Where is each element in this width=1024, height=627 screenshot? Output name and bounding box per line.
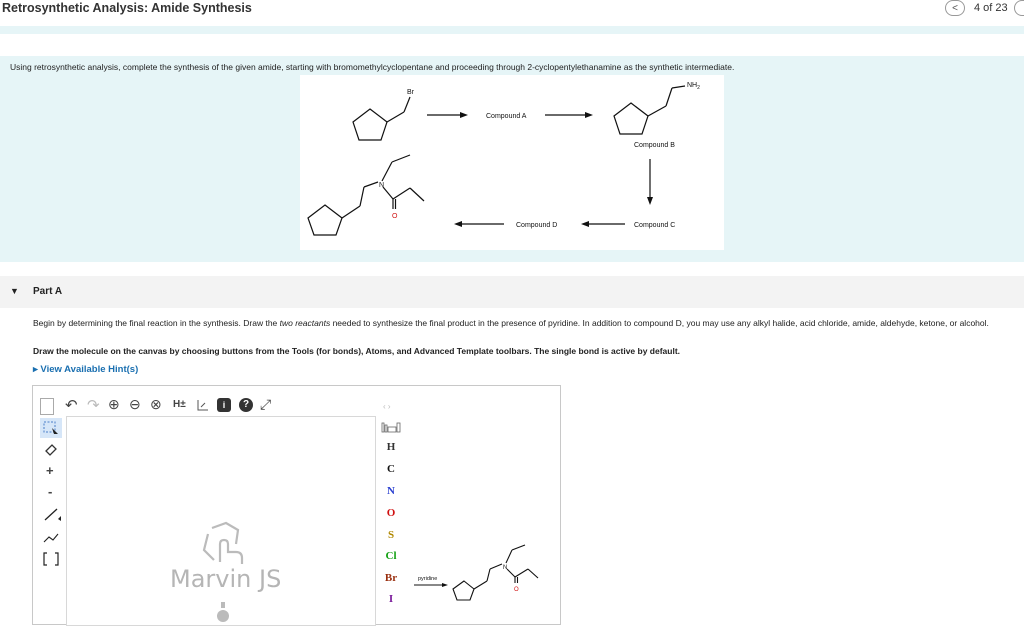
instructions-text: Begin by determining the final reaction in the synthesis. Draw the bbox=[33, 318, 280, 328]
redo-icon[interactable]: ↷ bbox=[87, 397, 100, 414]
previous-button[interactable] bbox=[945, 0, 965, 16]
eraser-icon[interactable] bbox=[44, 442, 58, 456]
selection-tool-icon[interactable] bbox=[40, 418, 62, 438]
help-icon[interactable]: ? bbox=[239, 398, 253, 412]
cyclopentylethanamine-structure bbox=[614, 86, 685, 134]
chain-tool-icon[interactable] bbox=[42, 528, 62, 546]
drawing-instructions: Draw the molecule on the canvas by choosing buttons from the Tools (for bonds), Atoms, and Advanced Template toolbars. The single bond is active by default. bbox=[33, 346, 681, 356]
increase-charge-button[interactable]: + bbox=[46, 463, 54, 478]
instructions-text: needed to synthesize the final product in the presence of pyridine. In addition to compound D, you may use any alkyl halide, acid chloride, amide, aldehyde, ketone, or alcohol. bbox=[330, 318, 989, 328]
hydrogen-toggle-button[interactable]: H± bbox=[173, 399, 186, 410]
arrow-head bbox=[460, 112, 468, 118]
header-band bbox=[0, 26, 1024, 34]
n-label: N bbox=[379, 182, 385, 189]
nh2-label: $NH_2$ bbox=[687, 82, 700, 91]
zoom-out-icon[interactable]: ⊖ bbox=[129, 396, 141, 412]
bracket-tool-icon[interactable] bbox=[42, 550, 62, 568]
decrease-charge-button[interactable]: - bbox=[48, 484, 53, 499]
arrow-head bbox=[454, 221, 462, 227]
instructions-emphasis: two reactants bbox=[279, 318, 331, 328]
atom-c-button[interactable]: C bbox=[387, 463, 395, 475]
view-hints-link[interactable]: ▸ View Available Hint(s) bbox=[33, 364, 139, 375]
arrow-head bbox=[647, 197, 653, 205]
marvin-logo-icon bbox=[198, 520, 248, 568]
arrow-head bbox=[581, 221, 589, 227]
o-label: O bbox=[392, 213, 398, 220]
compound-c-label: Compound C bbox=[634, 222, 676, 229]
scroll-arrows-icon[interactable]: ‹ › bbox=[383, 402, 391, 411]
atom-s-button[interactable]: S bbox=[387, 529, 395, 541]
arrow-head bbox=[585, 112, 593, 118]
atom-o-button[interactable]: O bbox=[386, 507, 396, 519]
atom-i-button[interactable]: I bbox=[388, 593, 394, 605]
marvin-brand-text: Marvin JS bbox=[170, 565, 282, 593]
fullscreen-icon[interactable]: ⤢ bbox=[260, 396, 272, 412]
clean-2d-icon[interactable] bbox=[196, 398, 210, 412]
single-bond-icon[interactable] bbox=[42, 505, 62, 523]
bromomethylcyclopentane-structure bbox=[353, 97, 410, 140]
amide-product-structure bbox=[308, 155, 424, 235]
target-reaction bbox=[410, 540, 560, 620]
pyridine-label: pyridine bbox=[418, 576, 438, 582]
reaction-scheme bbox=[300, 75, 724, 250]
atom-br-button[interactable]: Br bbox=[384, 572, 398, 584]
part-a-label: Part A bbox=[33, 286, 63, 297]
arrow-head bbox=[442, 583, 448, 587]
next-button[interactable] bbox=[1014, 0, 1024, 16]
atom-cl-button[interactable]: Cl bbox=[385, 550, 397, 562]
o-label: O bbox=[514, 587, 519, 593]
zoom-reset-icon[interactable]: ⊗ bbox=[150, 396, 162, 412]
n-label: N bbox=[503, 565, 508, 571]
zoom-in-icon[interactable]: ⊕ bbox=[108, 396, 120, 412]
part-a-header[interactable] bbox=[0, 276, 1024, 308]
amide-product-structure bbox=[453, 545, 538, 600]
part-a-instructions bbox=[33, 318, 1013, 328]
atom-n-button[interactable]: N bbox=[387, 485, 395, 497]
compound-d-label: Compound D bbox=[516, 222, 558, 229]
compound-a-label: Compound A bbox=[486, 113, 527, 120]
chevron-left-icon: < bbox=[952, 3, 958, 14]
collapse-toggle-icon[interactable]: ▼ bbox=[10, 286, 19, 296]
page-title: Retrosynthetic Analysis: Amide Synthesis bbox=[2, 1, 252, 15]
periodic-table-icon[interactable] bbox=[381, 420, 401, 434]
page-counter: 4 of 23 bbox=[974, 2, 1008, 14]
atom-h-button[interactable]: H bbox=[386, 441, 396, 453]
compound-b-label: Compound B bbox=[634, 142, 675, 149]
drop-indicator-icon bbox=[216, 602, 230, 622]
new-document-icon[interactable] bbox=[40, 398, 54, 415]
br-label: Br bbox=[407, 89, 414, 96]
undo-icon[interactable]: ↶ bbox=[65, 397, 78, 414]
problem-intro: Using retrosynthetic analysis, complete the synthesis of the given amide, starting with bromomethylcyclopentane and proceeding through 2-cyclopentylethanamine as the synthetic intermediate. bbox=[10, 62, 735, 72]
info-icon[interactable]: i bbox=[217, 398, 231, 412]
